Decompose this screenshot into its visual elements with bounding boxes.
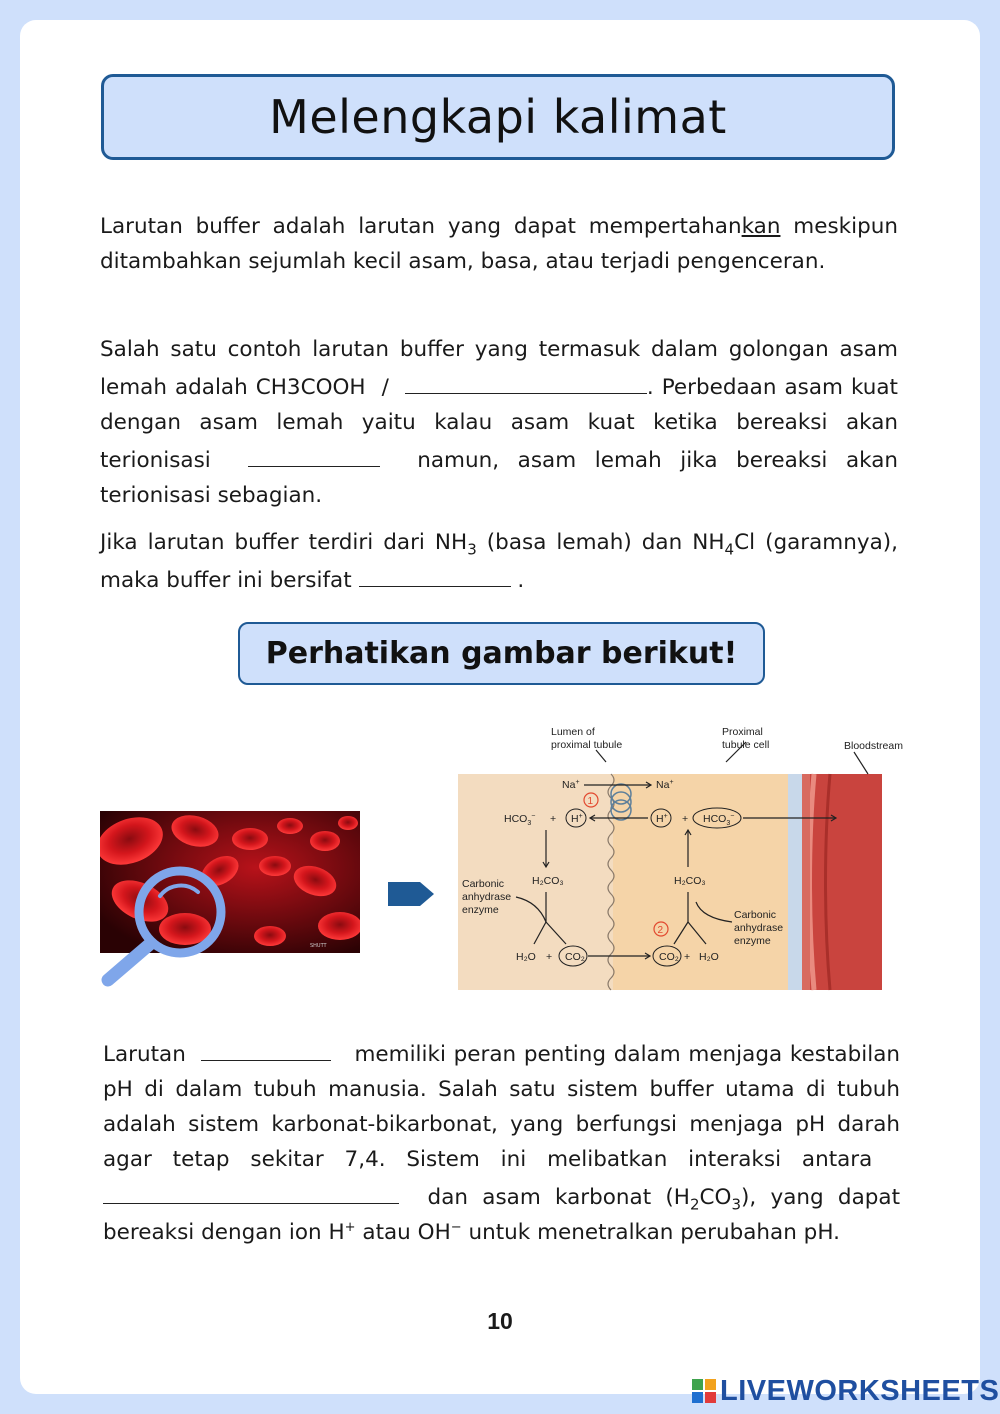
label-plus-2: + bbox=[682, 813, 689, 825]
paragraph-weak-acid bbox=[100, 332, 898, 513]
p4-text-b: memiliki peran penting dalam menjaga kestabilan pH di dalam tubuh manusia. Salah satu sistem buffer utama di tubuh adalah sistem karbonat-bikarbonat, yang berfungsi menjaga pH darah agar tetap sekitar 7,4. Sistem ini melibatkan interaksi antara bbox=[103, 1042, 900, 1172]
label-h2co3-lumen: H₂CO₃ bbox=[532, 875, 564, 887]
p3-nh3-sub: 3 bbox=[467, 540, 477, 559]
image-watermark: SHUTT bbox=[310, 943, 327, 949]
p4-h2-sub: 2 bbox=[689, 1195, 700, 1214]
label-enzyme-left-1: Carbonic bbox=[462, 878, 505, 890]
label-enzyme-left-2: anhydrase bbox=[462, 891, 512, 903]
liveworksheets-wordmark: LIVEWORKSHEETS bbox=[720, 1374, 1000, 1407]
blank-buffer-name[interactable] bbox=[201, 1034, 331, 1061]
label-enzyme-right-1: Carbonic bbox=[734, 909, 777, 921]
blank-ionization[interactable] bbox=[248, 440, 380, 467]
proximal-tubule-diagram bbox=[456, 722, 916, 994]
blank-weak-acid-pair[interactable] bbox=[405, 367, 647, 394]
label-na-right: Na+ bbox=[656, 779, 674, 791]
p3-text-a: Jika larutan buffer terdiri dari NH bbox=[100, 530, 468, 555]
p4-text-c: dan asam karbonat (H bbox=[427, 1185, 690, 1210]
paragraph-blood-buffer bbox=[103, 1034, 900, 1250]
page-title: Melengkapi kalimat bbox=[269, 90, 727, 144]
subheading-text: Perhatikan gambar berikut! bbox=[265, 636, 738, 671]
title-banner bbox=[101, 74, 895, 160]
label-enzyme-right-2: anhydrase bbox=[734, 922, 784, 934]
p4-text-d: CO bbox=[699, 1185, 732, 1210]
label-hco3-cell: $HCO_3^-$ bbox=[703, 813, 735, 827]
p3-end: . bbox=[517, 568, 525, 593]
label-enzyme-left-3: enzyme bbox=[462, 904, 499, 916]
label-cell-1: Proximal bbox=[722, 726, 763, 738]
p2-period: . bbox=[646, 375, 654, 400]
blank-bicarbonate[interactable] bbox=[103, 1177, 399, 1204]
p2-text-c: namun, asam lemah jika bereaksi akan terionisasi sebagian. bbox=[100, 448, 899, 508]
label-h2co3-cell: H₂CO₃ bbox=[674, 875, 706, 887]
arrow-right-icon bbox=[388, 880, 436, 908]
p4-text-f: atau OH bbox=[362, 1220, 451, 1245]
paragraph-base-buffer bbox=[100, 525, 898, 598]
paragraph-definition bbox=[100, 209, 898, 279]
p2-text-a: Salah satu contoh larutan buffer yang termasuk dalam golongan asam lemah adalah CH3COOH bbox=[100, 337, 898, 400]
p3-nh4-sub: 4 bbox=[724, 540, 735, 559]
magnifier-icon bbox=[98, 862, 238, 992]
step-2-badge: 2 bbox=[657, 925, 664, 936]
p3-text-b: (basa lemah) dan NH bbox=[486, 530, 725, 555]
p3-text-c: Cl (garamnya), maka buffer ini bersifat bbox=[100, 530, 898, 593]
label-co2-cell: CO₂ bbox=[659, 951, 679, 963]
label-h2o-cell: H₂O bbox=[699, 951, 719, 963]
p4-oh-sup: − bbox=[450, 1219, 462, 1235]
label-h2o-lumen: H₂O bbox=[516, 951, 536, 963]
label-plus-1: + bbox=[550, 813, 557, 825]
label-cell-2: tubule cell bbox=[722, 739, 770, 751]
step-1-badge: 1 bbox=[587, 796, 594, 807]
label-hco3-lumen: $HCO_3^-$ bbox=[504, 813, 536, 827]
label-enzyme-right-3: enzyme bbox=[734, 935, 771, 947]
label-plus-3: + bbox=[546, 951, 553, 963]
label-h-cell: H+ bbox=[656, 813, 668, 825]
p4-text-g: untuk menetralkan perubahan pH. bbox=[468, 1220, 840, 1245]
subheading-banner bbox=[238, 622, 765, 685]
p4-text-e: ), yang dapat bereaksi dengan ion H bbox=[103, 1185, 901, 1245]
p2-text-b: Perbedaan asam kuat dengan asam lemah yaitu kalau asam kuat ketika bereaksi akan terionisasi bbox=[100, 375, 898, 473]
page-number: 10 bbox=[487, 1308, 513, 1334]
p4-co3-sub: 3 bbox=[731, 1195, 741, 1214]
label-lumen-1: Lumen of bbox=[551, 726, 595, 738]
p1-text-a: Larutan buffer adalah larutan yang dapat mempertahan bbox=[100, 214, 742, 239]
liveworksheets-logo[interactable] bbox=[692, 1374, 999, 1408]
liveworksheets-icon bbox=[692, 1379, 716, 1403]
p2-slash: / bbox=[381, 375, 389, 400]
p4-text-a: Larutan bbox=[103, 1042, 186, 1067]
p1-text-b: kan bbox=[741, 214, 781, 239]
label-na-left: Na+ bbox=[562, 779, 580, 791]
label-plus-4: + bbox=[684, 951, 691, 963]
label-h-lumen: H+ bbox=[571, 813, 583, 825]
label-co2-lumen: CO₂ bbox=[565, 951, 585, 963]
label-bloodstream: Bloodstream bbox=[844, 740, 903, 752]
label-lumen-2: proximal tubule bbox=[551, 739, 623, 751]
p1-text-c: meskipun ditambahkan sejumlah kecil asam, basa, atau terjadi pengenceran. bbox=[100, 214, 898, 274]
blank-buffer-nature[interactable] bbox=[359, 560, 511, 587]
p4-h-sup: + bbox=[344, 1219, 356, 1235]
